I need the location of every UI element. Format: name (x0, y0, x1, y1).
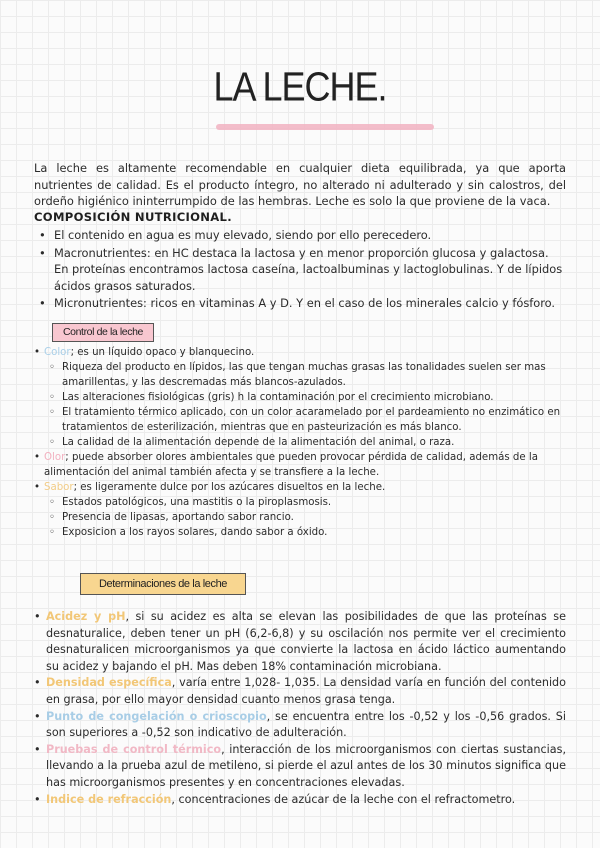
list-item (34, 675, 566, 708)
list-item: • Macronutrientes: en HC destaca la lactosa y en menor proporción glucosa y galactosa. En proteínas encontramos lactosa caseína, lactoalbuminas y lactoglobulinas. Y de lípidos ácidos grasos saturados. (34, 245, 566, 295)
list-item: • Micronutrientes: ricos en vitaminas A y D. Y en el caso de los minerales calcio y fósforo. (34, 295, 566, 312)
sub-list-item: ◦ Riqueza del producto en lípidos, las que tengan muchas grasas las tonalidades suelen ser mas amarillentas, y las descremadas más blancos-azulados. (34, 360, 566, 390)
sub-list-item: ◦ El tratamiento térmico aplicado, con un color acaramelado por el pardeamiento no enzimático en tratamientos de esterilización, mientras que en pasteurización es más blanco. (34, 405, 566, 435)
intro-paragraph: La leche es altamente recomendable en cualquier dieta equilibrada, ya que aporta nutrientes de calidad. Es el producto íntegro, no alterado ni adulterado y sin calostros, del ordeño higiénico ininterrumpido de las hembras. Leche es solo la que proviene de la vaca. (34, 161, 566, 208)
sub-list-item: ◦ Las alteraciones fisiológicas (gris) h la contaminación por el crecimiento microbiano. (34, 390, 566, 405)
list-item-text: ; es ligeramente dulce por los azúcares disueltos en la leche. (73, 482, 386, 493)
list-item (34, 709, 566, 742)
list-item-text: ; puede absorber olores ambientales que pueden provocar pérdida de calidad, además de la alimentación del animal también afecta y se transfiere a la leche. (44, 452, 538, 478)
list-item: • El contenido en agua es muy elevado, siendo por ello perecedero. (34, 227, 566, 244)
list-item-text: , interacción de los microorganismos con ciertas sustancias, llevando a la prueba azul de metileno, si pierde el azul antes de los 30 minutos significa que has microorganismos presentes y en concentraciones elevadas. (46, 742, 567, 789)
title-container (0, 63, 600, 110)
list-item (34, 792, 566, 809)
page-title: LA LECHE. (213, 63, 387, 110)
sub-list-item: ◦ Presencia de lipasas, aportando sabor rancio. (34, 510, 566, 525)
list-item-color (34, 345, 566, 360)
keyword-acidez: Acidez y pH (46, 610, 126, 623)
determinations-tag: Determinaciones de la leche (80, 573, 246, 595)
list-item-text: , si su acidez es alta se elevan las posibilidades de que las proteínas se desnaturalice, deben tener un pH (6,2-6,8) y su oscilación nos permite ver el crecimiento desnaturalicen microorganismos ya que convierte la lactosa en ácido láctico aumentando su acidez y bajando el pH. Mas deben 18% contaminación microbiana. (46, 610, 566, 673)
list-item-text: , varía entre 1,028- 1,035. La densidad varía en función del contenido en grasa, por ello mayor densidad cuanto menos grasa tenga. (46, 676, 566, 706)
sub-list-item: ◦ La calidad de la alimentación depende de la alimentación del animal, o raza. (34, 435, 566, 450)
keyword-refraccion: Indice de refracción (46, 792, 172, 806)
list-item-sabor (34, 480, 566, 495)
list-item-olor (34, 450, 566, 480)
keyword-congelacion: Punto de congelación o crioscopio (46, 709, 267, 723)
composition-heading: COMPOSICIÓN NUTRICIONAL. (34, 210, 232, 224)
keyword-color: Color (44, 347, 71, 358)
composition-list (34, 227, 566, 313)
determinations-list (34, 609, 566, 808)
list-item (34, 609, 566, 675)
control-list (34, 345, 566, 540)
title-underline (216, 124, 434, 130)
sub-list-item: ◦ Estados patológicos, una mastitis o la piroplasmosis. (34, 495, 566, 510)
keyword-densidad: Densidad específica (46, 676, 172, 690)
list-item (34, 742, 566, 792)
keyword-olor: Olor (44, 452, 66, 463)
sub-list-item: ◦ Exposicion a los rayos solares, dando sabor a óxido. (34, 525, 566, 540)
list-item-text: ; es un líquido opaco y blanquecino. (70, 347, 255, 358)
keyword-pruebas: Pruebas de control térmico (46, 742, 222, 756)
list-item-text: , se encuentra entre los -0,52 y los -0,56 grados. Si son superiores a -0,52 son indicativo de adulteración. (46, 709, 567, 740)
keyword-sabor: Sabor (44, 482, 74, 493)
list-item-text: , concentraciones de azúcar de la leche con el refractometro. (171, 792, 516, 806)
control-tag: Control de la leche (52, 323, 154, 342)
